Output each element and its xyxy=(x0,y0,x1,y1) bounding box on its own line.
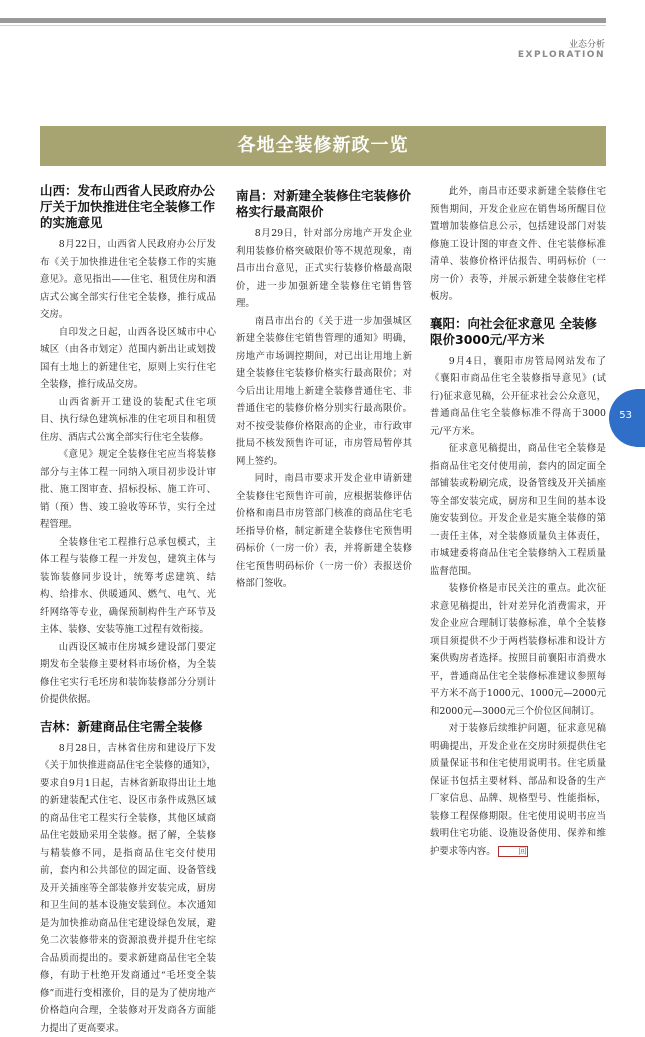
paragraph: 山西设区城市住房城乡建设部门要定期发布全装修主要材料市场价格，为全装修住宅实行毛坯房和装饰装修部分分别计价提供依据。 xyxy=(40,639,216,709)
paragraph: 此外，南昌市还要求新建全装修住宅预售期间，开发企业应在销售场所醒目位置增加装修信息公示，包括建设部门对装修施工设计图的审查文件、住宅装修标准清单、装修价格评估报告、明码标价（一房一价）表等，并展示新建全装修住宅样板房。 xyxy=(430,183,606,306)
section-heading-jilin: 吉林：新建商品住宅需全装修 xyxy=(40,719,216,735)
section-heading-xiangyang: 襄阳：向社会征求意见 全装修限价3000元/平方米 xyxy=(430,316,606,348)
paragraph: 南昌市出台的《关于进一步加强城区新建全装修住宅销售管理的通知》明确，房地产市场调控期间，对已出让用地上新建全装修住宅装修价格实行最高限价；对今后出让用地上新建全装修普通住宅、非普通住宅的装修价格分别实行最高限价。对不按受装修价格限高的企业，市行政审批局不核发预售许可证，市房管局暂停其网上签约。 xyxy=(236,313,412,471)
paragraph: 8月29日，针对部分房地产开发企业利用装修价格突破限价等不规范现象，南昌市出台意见，正式实行装修价格最高限价，进一步加强新建全装修住宅销售管理。 xyxy=(236,225,412,313)
section-heading-nanchang: 南昌：对新建全装修住宅装修价格实行最高限价 xyxy=(236,188,412,220)
header-rule-thin xyxy=(0,25,606,26)
end-mark: 回 xyxy=(498,846,529,857)
section-heading-shanxi: 山西：发布山西省人民政府办公厅关于加快推进住宅全装修工作的实施意见 xyxy=(40,183,216,231)
header-rule xyxy=(0,18,606,23)
section-label-english: EXPLORATION xyxy=(518,50,605,60)
column-2 xyxy=(236,183,412,593)
column-1 xyxy=(40,183,216,1037)
paragraph-text: 对于装修后续维护问题，征求意见稿明确提出，开发企业在交房时须提供住宅质量保证书和住宅使用说明书。住宅质量保证书包括主要材料、部品和设备的生产厂家信息、品牌、规格型号、性能指标，装修工程保修期限。住宅使用说明书应当载明住宅功能、设施设备使用、保养和维护要求等内容。 xyxy=(430,723,606,857)
paragraph: 全装修住宅工程推行总承包模式，主体工程与装修工程一并发包，建筑主体与装饰装修同步设计，统筹考虑建筑、结构、给排水、供暖通风、燃气、电气、光纤网络等专业，确保预制构件生产环节及主体、装修、安装等施工过程有效衔接。 xyxy=(40,534,216,639)
paragraph xyxy=(430,720,606,860)
section-label: 业态分析 xyxy=(569,37,605,50)
article-title-banner xyxy=(40,126,606,166)
page-number: 53 xyxy=(619,410,632,421)
paragraph: 装修价格是市民关注的重点。此次征求意见稿提出，针对差异化消费需求，开发企业应合理制订装修标准，单个全装修项目须提供不少于两档装修标准和设计方案供购房者选择。按照目前襄阳市消费水平，普通商品住宅全装修标准建议参照每平方米不高于1000元、1000元—2000元和2000元—3000元三个价位区间制订。 xyxy=(430,580,606,720)
paragraph: 9月4日，襄阳市房管局网站发布了《襄阳市商品住宅全装修指导意见》(试行)征求意见稿，公开征求社会公众意见，普通商品住宅全装修标准不得高于3000元/平方米。 xyxy=(430,353,606,441)
paragraph: 山西省新开工建设的装配式住宅项目、执行绿色建筑标准的住宅项目和租赁住房、酒店式公寓全部实行住宅全装修。 xyxy=(40,394,216,447)
column-3 xyxy=(430,183,606,860)
paragraph: 同时，南昌市要求开发企业申请新建全装修住宅预售许可前，应根据装修评估价格和南昌市房管部门核准的商品住宅毛坯指导价格，制定新建全装修住宅预售明码标价（一房一价）表，并将新建全装修住宅预售明码标价（一房一价）表报送价格部门签收。 xyxy=(236,470,412,593)
paragraph: 征求意见稿提出，商品住宅全装修是指商品住宅交付使用前，套内的固定面全部铺装或粉刷完成，设备管线及开关插座等全部安装完成，厨房和卫生间的基本设施安装到位。开发企业是实施全装修的第一责任主体，对全装修质量负主体责任，市城建委将商品住宅全装修纳入工程质量监督范围。 xyxy=(430,440,606,580)
paragraph: 《意见》规定全装修住宅应当将装修部分与主体工程一同纳入项目初步设计审批、施工图审查、招标投标、施工许可、销（预）售、竣工验收等环节，实行全过程管理。 xyxy=(40,446,216,534)
paragraph: 自印发之日起，山西各设区城市中心城区（由各市划定）范围内新出让或划拨国有土地上的新建住宅，原则上实行住宅全装修，推行成品交房。 xyxy=(40,324,216,394)
paragraph: 8月28日，吉林省住房和建设厅下发《关于加快推进商品住宅全装修的通知》，要求自9月1日起，吉林省新取得出让土地的新建装配式住宅、设区市条件成熟区域的商品住宅工程实行全装修，其他区域商品住宅鼓励采用全装修。据了解，全装修与精装修不同，是指商品住宅交付使用前，套内和公共部位的固定面、设备管线及开关插座等全部装修并安装完成，厨房和卫生间的基本设施安装到位。本次通知是为加快推动商品住宅建设绿色发展，避免二次装修带来的资源浪费并提升住宅综合品质而提出的。要求新建商品住宅全装修，有助于杜绝开发商通过“毛坯变全装修”而进行变相涨价，目的是为了使房地产价格趋向合理，全装修对开发商各方面能力提出了更高要求。 xyxy=(40,740,216,1037)
paragraph: 8月22日，山西省人民政府办公厅发布《关于加快推进住宅全装修工作的实施意见》。意见指出——住宅、租赁住房和酒店式公寓全部实行住宅全装修，推行成品交房。 xyxy=(40,236,216,324)
article-title: 各地全装修新政一览 xyxy=(238,135,409,156)
